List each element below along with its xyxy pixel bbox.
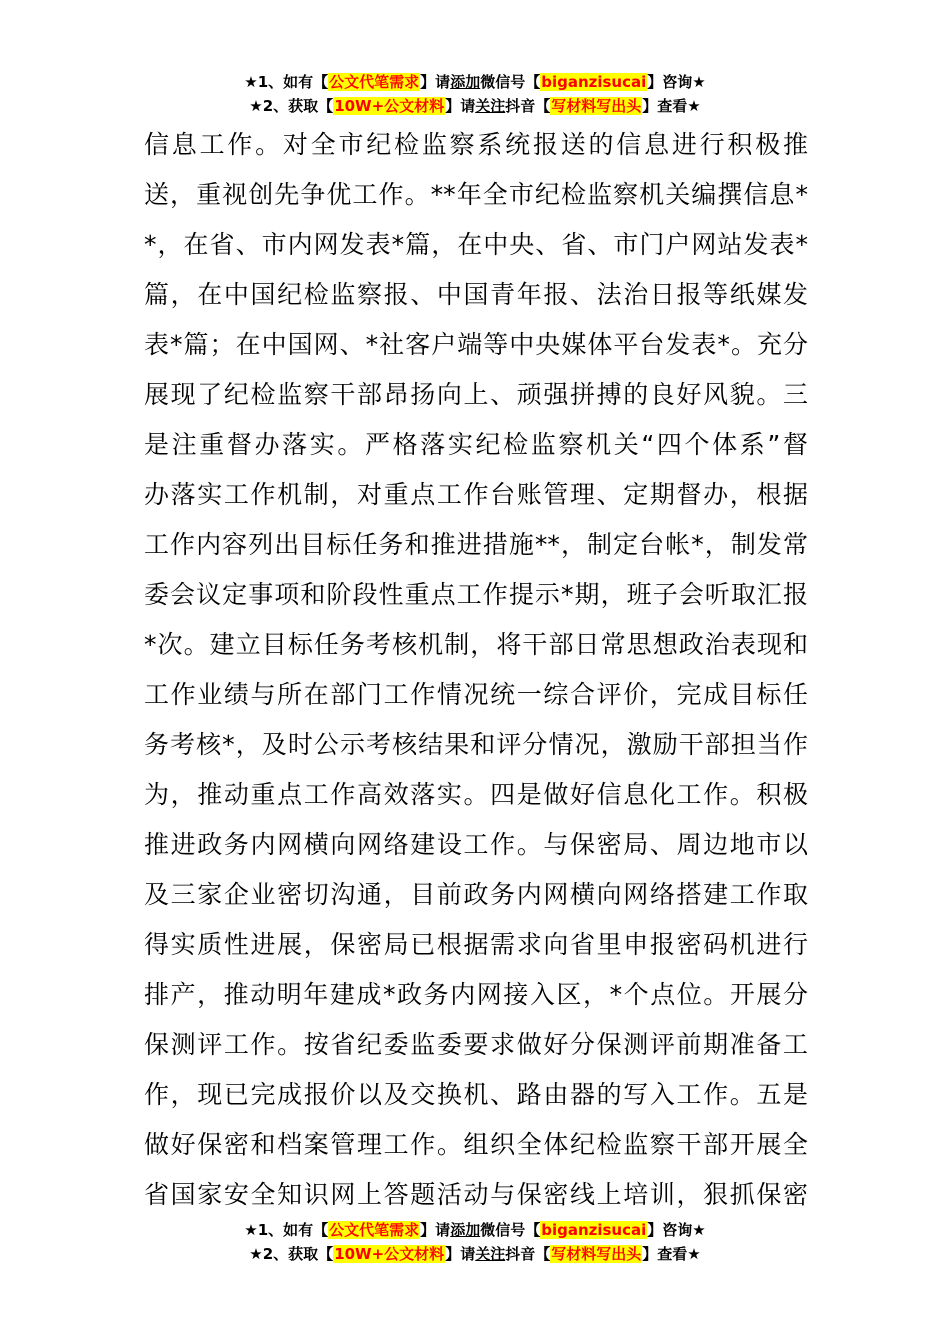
banner-text: 】请	[420, 73, 451, 91]
body-line: 工作业绩与所在部门工作情况统一综合评价，完成目标任	[144, 680, 808, 709]
body-line: 及三家企业密切沟通，目前政务内网横向网络搭建工作取	[144, 880, 808, 909]
banner-text: 】查看★	[642, 97, 701, 115]
banner-highlight: 10W+公文材料	[334, 1245, 445, 1263]
body-line: 推进政务内网横向网络建设工作。与保密局、周边地市以	[144, 830, 808, 859]
body-line: 排产，推动明年建成*政务内网接入区，*个点位。开展分	[144, 980, 808, 1009]
banner-text: 微信号【	[480, 1221, 541, 1239]
banner-text: 】咨询★	[647, 1221, 706, 1239]
body-line: 展现了纪检监察干部昂扬向上、顽强拼搏的良好风貌。三	[144, 380, 808, 409]
banner-underlined-text: 关注	[475, 97, 506, 115]
body-line: 做好保密和档案管理工作。组织全体纪检监察干部开展全	[144, 1130, 808, 1159]
banner-highlight: biganzisucai	[541, 1221, 647, 1239]
banner-text: 抖音【	[505, 97, 551, 115]
body-line: 务考核*，及时公示考核结果和评分情况，激励干部担当作	[144, 730, 808, 759]
banner-text: ★1、如有【	[244, 73, 329, 91]
body-line: 委会议定事项和阶段性重点工作提示*期，班子会听取汇报	[144, 580, 808, 609]
banner-underlined-text: 关注	[475, 1245, 506, 1263]
banner-text: ★2、获取【	[249, 1245, 334, 1263]
banner-text: 】咨询★	[647, 73, 706, 91]
header-banner	[0, 70, 950, 118]
body-line: 为，推动重点工作高效落实。四是做好信息化工作。积极	[144, 780, 808, 809]
body-line: *次。建立目标任务考核机制，将干部日常思想政治表现和	[144, 630, 808, 659]
body-line: 工作内容列出目标任务和推进措施**，制定台帐*，制发常	[144, 530, 808, 559]
body-line: 信息工作。对全市纪检监察系统报送的信息进行积极推	[144, 130, 808, 159]
banner-highlight: 写材料写出头	[551, 1245, 642, 1263]
banner-text: 】查看★	[642, 1245, 701, 1263]
footer-banner	[0, 1218, 950, 1266]
banner-highlight: 10W+公文材料	[334, 97, 445, 115]
body-line: 得实质性进展，保密局已根据需求向省里申报密码机进行	[144, 930, 808, 959]
banner-line-2	[0, 94, 950, 118]
body-line: 作，现已完成报价以及交换机、路由器的写入工作。五是	[144, 1080, 808, 1109]
banner-line-2	[0, 1242, 950, 1266]
body-line: 办落实工作机制，对重点工作台账管理、定期督办，根据	[144, 480, 808, 509]
banner-highlight: biganzisucai	[541, 73, 647, 91]
body-line: 省国家安全知识网上答题活动与保密线上培训，狠抓保密	[144, 1180, 808, 1209]
banner-highlight: 写材料写出头	[551, 97, 642, 115]
banner-underlined-text: 添加	[450, 73, 481, 91]
body-line: 保测评工作。按省纪委监委要求做好分保测评前期准备工	[144, 1030, 808, 1059]
banner-highlight: 公文代笔需求	[329, 73, 420, 91]
document-body	[144, 120, 808, 1220]
banner-underlined-text: 添加	[450, 1221, 481, 1239]
banner-text: 】请	[420, 1221, 451, 1239]
banner-line-1	[0, 70, 950, 94]
banner-highlight: 公文代笔需求	[329, 1221, 420, 1239]
body-line: 篇，在中国纪检监察报、中国青年报、法治日报等纸媒发	[144, 280, 808, 309]
body-line: 是注重督办落实。严格落实纪检监察机关“四个体系”督	[144, 430, 808, 459]
banner-text: 】请	[445, 1245, 476, 1263]
banner-text: 抖音【	[505, 1245, 551, 1263]
banner-text: 微信号【	[480, 73, 541, 91]
banner-text: 】请	[445, 97, 476, 115]
body-line: 表*篇；在中国网、*社客户端等中央媒体平台发表*。充分	[144, 330, 808, 359]
banner-text: ★2、获取【	[249, 97, 334, 115]
banner-line-1	[0, 1218, 950, 1242]
banner-text: ★1、如有【	[244, 1221, 329, 1239]
body-line: 送，重视创先争优工作。**年全市纪检监察机关编撰信息*	[144, 180, 808, 209]
body-line: *，在省、市内网发表*篇，在中央、省、市门户网站发表*	[144, 230, 808, 259]
